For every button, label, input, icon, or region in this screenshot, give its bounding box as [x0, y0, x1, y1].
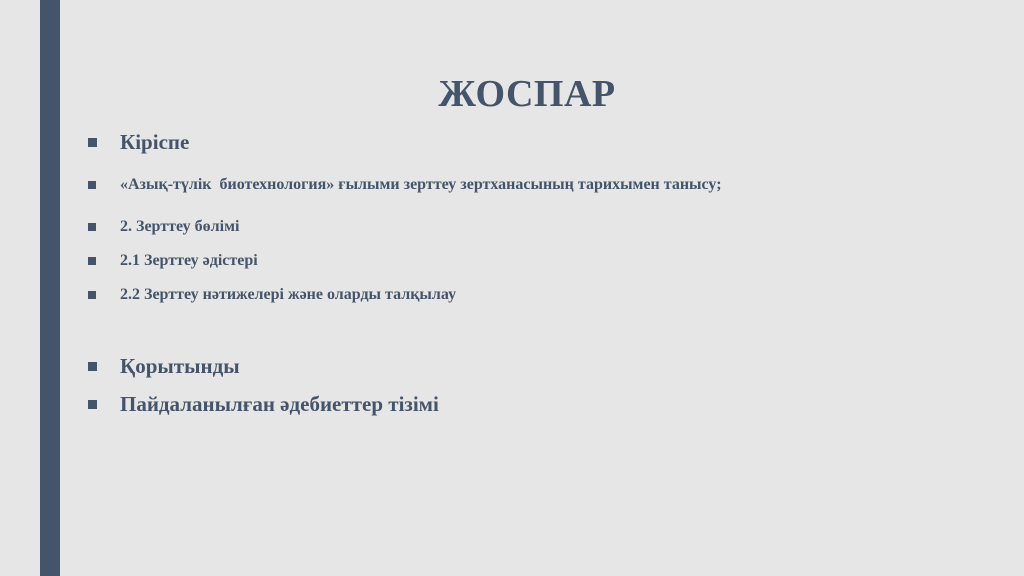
list-item	[88, 392, 439, 417]
square-bullet-icon	[88, 181, 96, 189]
list-item	[88, 354, 240, 379]
square-bullet-icon	[88, 257, 96, 265]
slide-title: ЖОСПАР	[438, 73, 616, 115]
square-bullet-icon	[88, 138, 97, 147]
list-item-text: «Азық-түлік биотехнология» ғылыми зерттеу зертханасының тарихымен танысу;	[120, 176, 722, 193]
list-item	[88, 130, 189, 155]
list-item	[88, 286, 456, 304]
list-item	[88, 176, 722, 194]
square-bullet-icon	[88, 400, 97, 409]
list-item-text: Пайдаланылған әдебиеттер тізімі	[120, 392, 439, 416]
list-item-text: Қорытынды	[120, 354, 240, 378]
list-item	[88, 252, 258, 270]
list-item-text: Кіріспе	[120, 130, 190, 154]
square-bullet-icon	[88, 223, 96, 231]
square-bullet-icon	[88, 291, 96, 299]
list-item-text: 2. Зерттеу бөлімі	[120, 218, 240, 235]
list-item-text: 2.1 Зерттеу әдістері	[120, 252, 258, 269]
list-item-text: 2.2 Зерттеу нәтижелері және оларды талқылау	[120, 286, 457, 303]
square-bullet-icon	[88, 362, 97, 371]
list-item	[88, 218, 239, 236]
